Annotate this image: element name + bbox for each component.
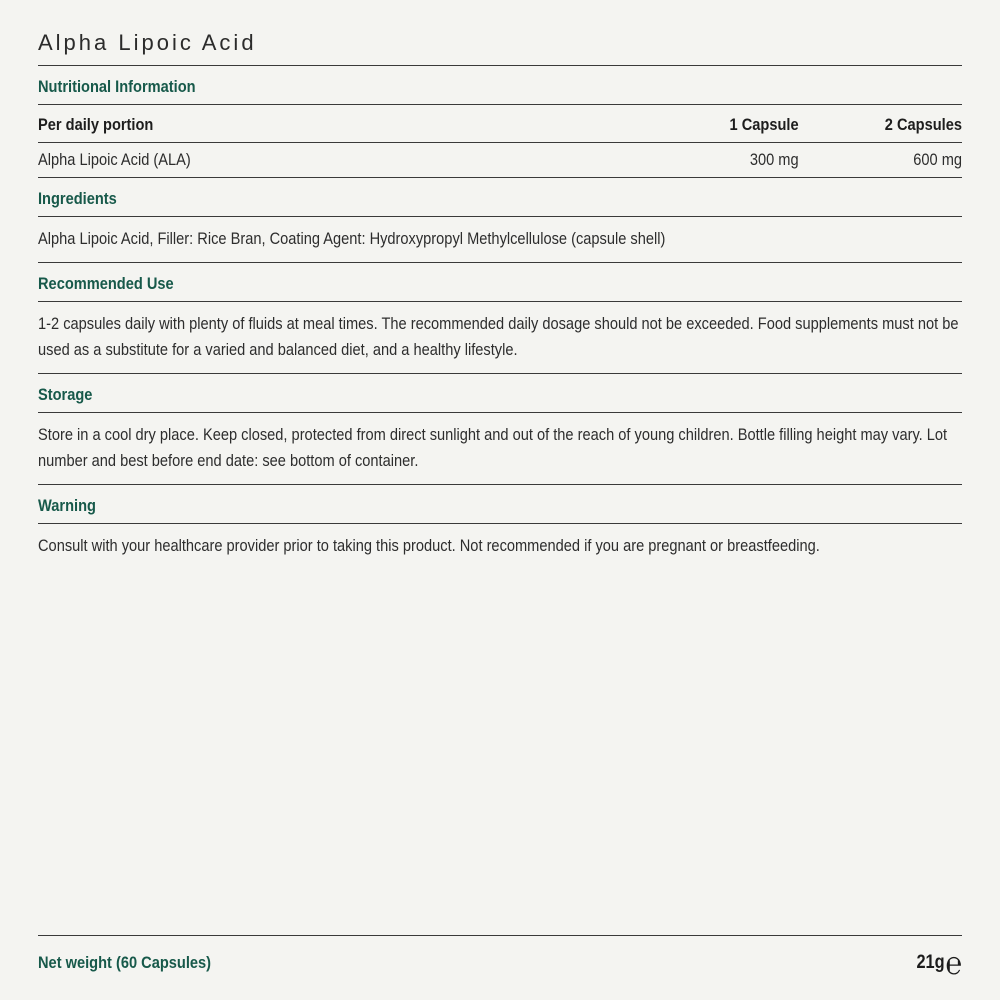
section-storage	[38, 374, 962, 413]
nutrition-table-header	[38, 105, 962, 143]
net-weight-value: 21g	[916, 952, 945, 973]
recommended-use-text: 1-2 capsules daily with plenty of fluids at meal times. The recommended daily dosage should not be exceeded. Food supplements must not be used as a substitute for a varied and balanced diet, and a healthy lifestyle.	[38, 314, 959, 359]
recommended-use-text-row	[38, 302, 962, 374]
net-weight-label: Net weight (60 Capsules)	[38, 953, 212, 972]
recommended-use-heading: Recommended Use	[38, 274, 174, 293]
ingredients-heading: Ingredients	[38, 189, 117, 208]
title-row	[38, 30, 962, 66]
warning-heading: Warning	[38, 496, 96, 515]
footer	[38, 935, 963, 981]
nutritional-information-heading: Nutritional Information	[38, 77, 196, 96]
section-ingredients	[38, 178, 962, 217]
table-row	[38, 143, 962, 178]
value-2-capsules: 600 mg	[913, 150, 963, 169]
net-weight-group	[916, 945, 963, 981]
value-1-capsule: 300 mg	[749, 150, 799, 169]
col-2-capsules: 2 Capsules	[884, 115, 963, 134]
warning-text: Consult with your healthcare provider prior to taking this product. Not recommended if you are pregnant or breastfeeding.	[38, 536, 820, 555]
nutrient-name: Alpha Lipoic Acid (ALA)	[38, 150, 191, 169]
storage-text-row	[38, 413, 962, 485]
storage-heading: Storage	[38, 385, 93, 404]
ingredients-text-row	[38, 217, 962, 263]
section-warning	[38, 485, 962, 524]
storage-text: Store in a cool dry place. Keep closed, protected from direct sunlight and out of the reach of young children. Bottle filling height may vary. Lot number and best before end date: see bottom of container.	[38, 425, 948, 470]
estimated-symbol-icon: ℮	[945, 945, 963, 981]
ingredients-text: Alpha Lipoic Acid, Filler: Rice Bran, Coating Agent: Hydroxypropyl Methylcellulose (capsule shell)	[38, 229, 666, 248]
warning-text-row	[38, 524, 962, 569]
col-1-capsule: 1 Capsule	[729, 115, 799, 134]
section-recommended-use	[38, 263, 962, 302]
section-nutritional-information	[38, 66, 962, 105]
col-per-daily-portion: Per daily portion	[38, 115, 154, 134]
page-title: Alpha Lipoic Acid	[38, 30, 257, 55]
